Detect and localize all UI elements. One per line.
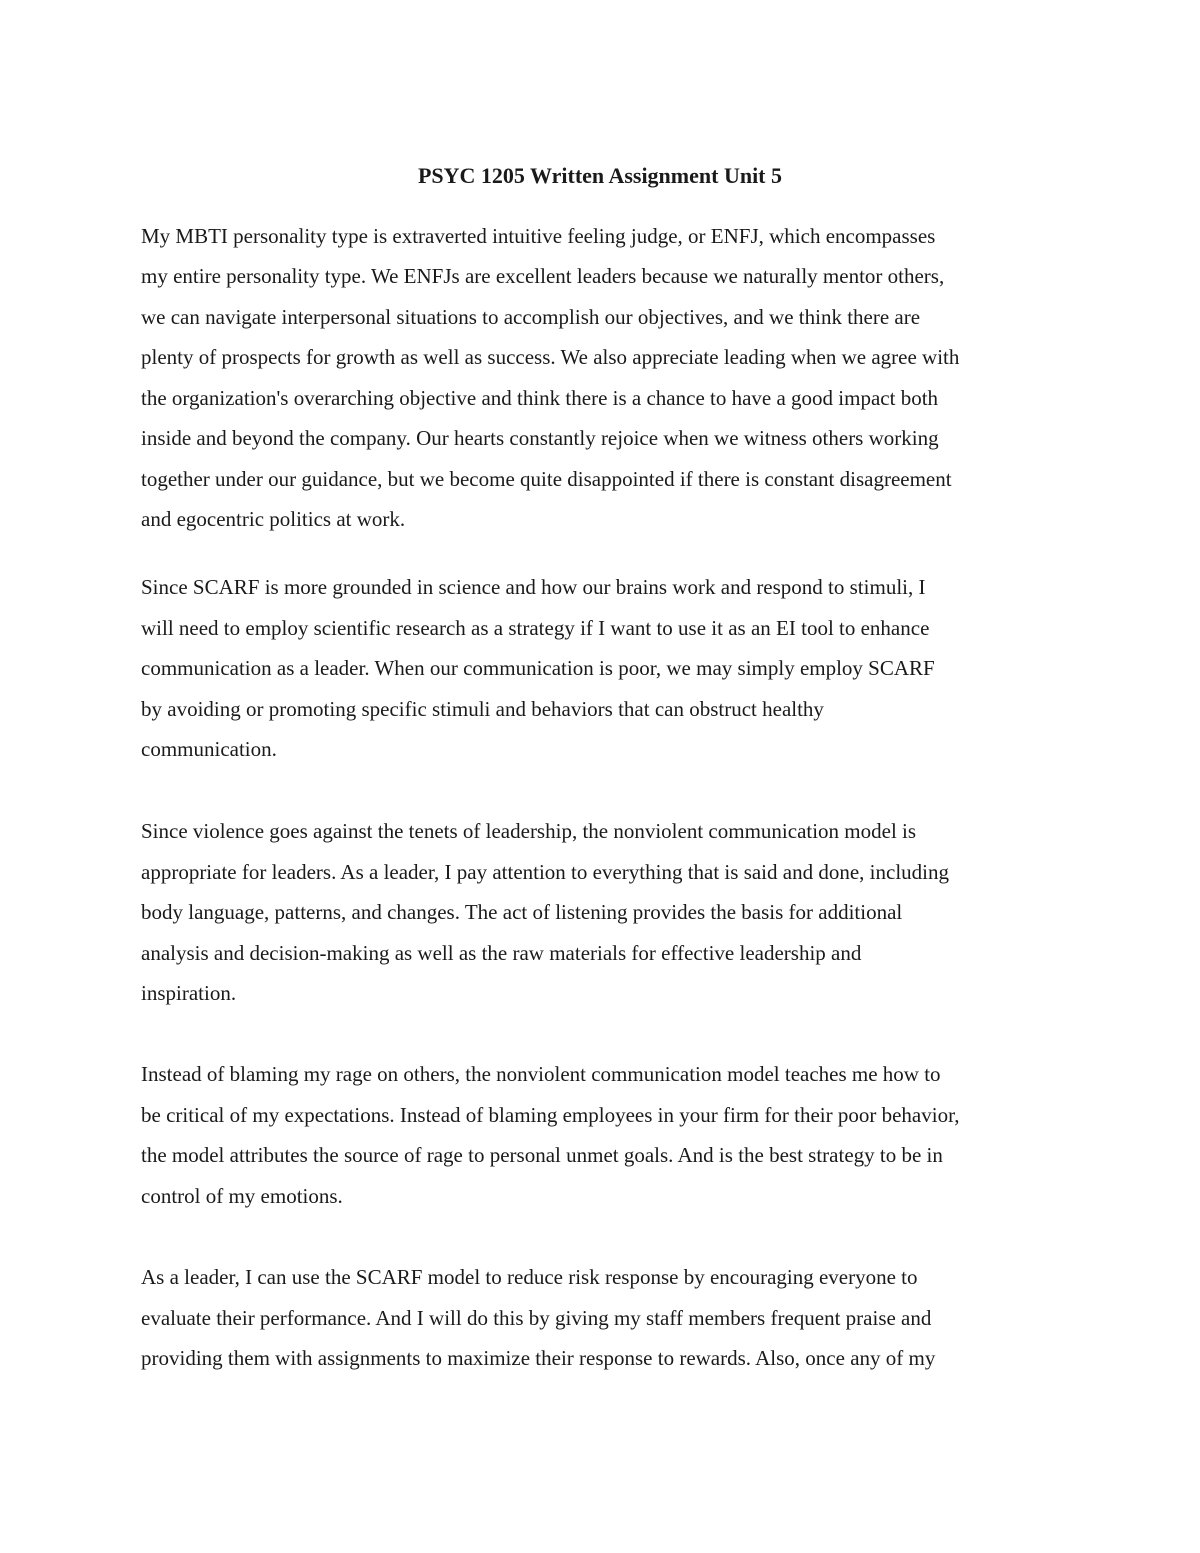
text-line: by avoiding or promoting specific stimuli and behaviors that can obstruct healthy: [141, 697, 824, 721]
text-line: will need to employ scientific research as a strategy if I want to use it as an EI tool to enhance: [141, 616, 930, 640]
text-line: As a leader, I can use the SCARF model to reduce risk response by encouraging everyone to: [141, 1265, 918, 1289]
text-line: plenty of prospects for growth as well as success. We also appreciate leading when we agree with: [141, 345, 960, 369]
text-line: we can navigate interpersonal situations to accomplish our objectives, and we think there are: [141, 305, 921, 329]
text-line: body language, patterns, and changes. The act of listening provides the basis for additional: [141, 900, 903, 924]
text-line: the organization's overarching objective and think there is a chance to have a good impact both: [141, 386, 939, 410]
text-line: My MBTI personality type is extraverted intuitive feeling judge, or ENFJ, which encompasses: [141, 224, 936, 248]
text-line: communication.: [141, 737, 277, 761]
text-line: appropriate for leaders. As a leader, I pay attention to everything that is said and done, including: [141, 860, 949, 884]
text-line: control of my emotions.: [141, 1184, 343, 1208]
text-line: my entire personality type. We ENFJs are excellent leaders because we naturally mentor others,: [141, 264, 945, 288]
text-line: evaluate their performance. And I will do this by giving my staff members frequent praise and: [141, 1306, 932, 1330]
text-line: together under our guidance, but we become quite disappointed if there is constant disagreement: [141, 467, 952, 491]
text-line: be critical of my expectations. Instead of blaming employees in your firm for their poor behavior,: [141, 1103, 960, 1127]
text-line: the model attributes the source of rage to personal unmet goals. And is the best strategy to be in: [141, 1143, 943, 1167]
text-line: analysis and decision-making as well as the raw materials for effective leadership and: [141, 941, 862, 965]
document-title: PSYC 1205 Written Assignment Unit 5: [417, 163, 783, 188]
text-line: inspiration.: [141, 981, 237, 1005]
text-line: inside and beyond the company. Our hearts constantly rejoice when we witness others working: [141, 426, 939, 450]
text-line: Since violence goes against the tenets of leadership, the nonviolent communication model is: [141, 819, 917, 843]
text-line: and egocentric politics at work.: [141, 507, 406, 531]
text-line: communication as a leader. When our communication is poor, we may simply employ SCARF: [141, 656, 935, 680]
text-line: Instead of blaming my rage on others, the nonviolent communication model teaches me how to: [141, 1062, 941, 1086]
text-line: providing them with assignments to maximize their response to rewards. Also, once any of my: [141, 1346, 936, 1370]
text-line: Since SCARF is more grounded in science and how our brains work and respond to stimuli, I: [141, 575, 926, 599]
